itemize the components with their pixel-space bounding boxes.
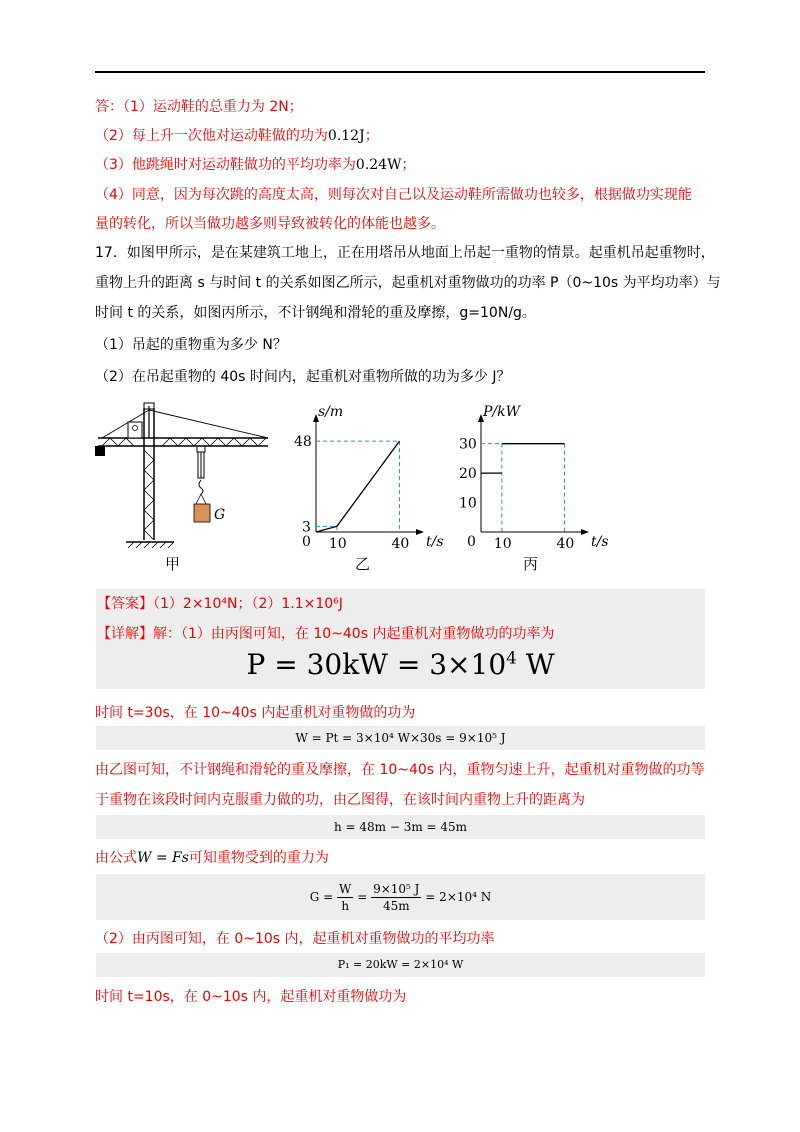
y-tick-label: 30	[459, 436, 477, 453]
formula-height: h = 48m − 3m = 45m	[333, 820, 468, 834]
crane-figure	[92, 400, 272, 550]
formula-gravity: G = $\frac{W}{h}$ = $\frac{\text{9×10⁵ J}}{45m}$ = 2×10⁴ N	[309, 882, 492, 913]
solution-text-4: 由公式W = Fs可知重物受到的重力为	[95, 850, 329, 866]
chart-yi-caption: 乙	[355, 555, 371, 573]
y-tick-label: 3	[302, 519, 311, 536]
x-axis-label: t/s	[426, 534, 444, 550]
prev-answer-line-3: （3）他跳绳时对运动鞋做功的平均功率为0.24W；	[95, 157, 416, 173]
weight-crate	[194, 504, 210, 522]
x-tick-label: 10	[493, 536, 512, 550]
prev-answer-line-5: 量的转化，所以当做功越多则导致被转化的体能也越多。	[95, 216, 445, 232]
question-text-2: 重物上升的距离 s 与时间 t 的关系如图乙所示，起重机对重物做功的功率 P（0~10s 为平均功率）与	[95, 275, 721, 291]
y-axis-label: P/kW	[483, 404, 521, 420]
x-tick-label: 10	[328, 536, 347, 550]
x-tick-label: 0	[302, 534, 311, 550]
prev-answer-line-4: （4）同意，因为每次跳的高度太高，则每次对自己以及运动鞋所需做功也较多，根据做功实现能	[95, 187, 692, 203]
solution-text-2: 由乙图可知，不计钢绳和滑轮的重及摩擦，在 10~40s 内，重物匀速上升，起重机对重物做的功等	[95, 762, 705, 778]
x-tick-label: 0	[467, 534, 476, 550]
y-axis-label: s/m	[318, 404, 344, 420]
weight-label: G	[214, 507, 226, 523]
solution-text-3: 于重物在该段时间内克服重力做的功，由乙图得，在该时间内重物上升的距离为	[95, 792, 585, 808]
answer-line: 【答案】（1）2×10⁴N；（2）1.1×10⁶J	[97, 596, 343, 612]
series-line	[316, 441, 399, 532]
y-tick-label: 10	[459, 495, 477, 512]
detail-line: 【详解】解：（1）由丙图可知，在 10~40s 内起重机对重物做功的功率为	[97, 626, 555, 642]
solution-text-5: （2）由丙图可知，在 0~10s 内，起重机对重物做功的平均功率	[95, 931, 495, 947]
solution-text-6: 时间 t=10s，在 0~10s 内，起重机对重物做功为	[95, 989, 407, 1005]
x-axis-label: t/s	[591, 534, 609, 550]
chart-bing-caption: 丙	[523, 555, 539, 573]
x-tick-label: 40	[556, 536, 575, 550]
formula-power: $P = 30kW = 3\times 10^4$ W	[246, 647, 555, 681]
formula-avg-power: P₁ = 20kW = 2×10⁴ W	[337, 958, 464, 971]
chart-power-time	[445, 398, 620, 550]
question-part-2: （2）在吊起重物的 40s 时间内，起重机对重物所做的功为多少 J？	[95, 369, 511, 385]
x-axis-arrow	[416, 529, 424, 535]
prev-answer-line-2: （2）每上升一次他对运动鞋做的功为0.12J；	[95, 128, 379, 144]
formula-work: W = Pt = 3×10⁴ W×30s = 9×10⁵ J	[295, 731, 506, 745]
y-tick-label: 48	[294, 434, 312, 451]
solution-text-1: 时间 t=30s，在 10~40s 内起重机对重物做的功为	[95, 705, 416, 721]
crane-caption: 甲	[165, 555, 181, 573]
y-tick-label: 20	[459, 466, 477, 483]
x-axis-arrow	[581, 529, 589, 535]
x-tick-label: 40	[391, 536, 410, 550]
question-text-1: 17．如图甲所示，是在某建筑工地上，正在用塔吊从地面上吊起一重物的情景。起重机吊起重物时，	[95, 245, 715, 261]
question-part-1: （1）吊起的重物重为多少 N？	[95, 337, 287, 353]
question-text-3: 时间 t 的关系，如图丙所示，不计钢绳和滑轮的重及摩擦，g=10N/g。	[95, 305, 536, 321]
prev-answer-line-1: 答：（1）运动鞋的总重力为 2N；	[95, 99, 303, 115]
top-rule	[95, 71, 705, 73]
chart-distance-time	[282, 398, 447, 550]
